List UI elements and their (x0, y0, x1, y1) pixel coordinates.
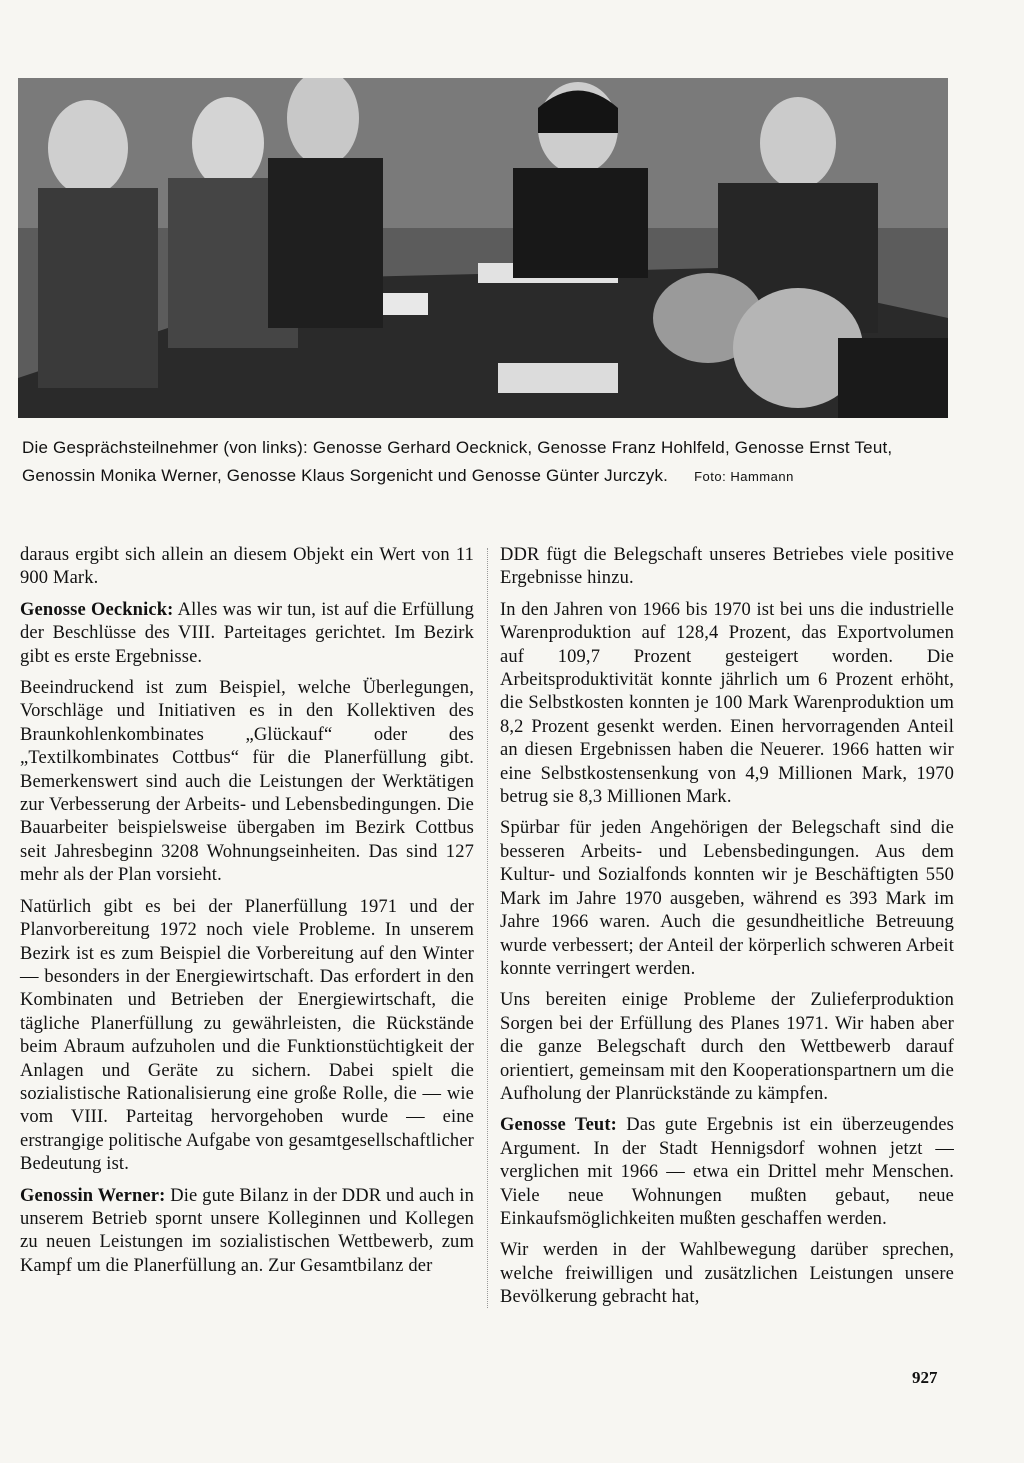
caption-text: Die Gesprächsteilnehmer (von links): Genosse Gerhard Oecknick, Genosse Franz Hohlfeld, Genosse Ernst Teut, Genossin Monika Werner, Genosse Klaus Sorgenicht und Genosse Günter Jurczyk. (22, 438, 893, 485)
paragraph (20, 599, 474, 669)
paragraph: In den Jahren von 1966 bis 1970 ist bei uns die industrielle Warenproduktion auf 128,4 Prozent, das Exportvolumen auf 109,7 Prozent gesteigert worden. Die Arbeitsproduktivität konnte jährlich um 6 Prozent erhöht, die Selbstkosten konnten je 100 Mark Warenproduktion um 8,2 Prozent gesenkt werden. Einen hervorragenden Anteil an diesen Ergebnissen haben die Neuerer. 1966 hatten wir eine Selbstkostensenkung von 4,9 Millionen Mark, 1970 betrug sie 8,3 Millionen Mark. (500, 599, 954, 808)
paragraph-text: Die gute Bilanz in der DDR und auch in unserem Betrieb spornt unsere Kolleginnen und Kollegen zu neuen Leistungen im sozialistischen Wettbewerb, zum Kampf um die Planerfüllung an. Zur Gesamtbilanz der (20, 1185, 474, 1276)
photo-credit: Foto: Hammann (694, 469, 794, 484)
paragraph: Spürbar für jeden Angehörigen der Belegschaft sind die besseren Arbeits- und Lebensbedingungen. Aus dem Kultur- und Sozialfonds konnten wir je Beschäftigten 550 Mark im Jahre 1970 ausgeben, während es 393 Mark im Jahre 1966 waren. Auch die gesundheitliche Betreuung wurde verbessert; der Anteil der körperlich schweren Arbeit konnte verringert werden. (500, 818, 954, 979)
speaker-name: Genosse Teut: (500, 1115, 617, 1136)
paragraph (20, 1185, 474, 1279)
page-number: 927 (912, 1368, 938, 1387)
column-divider (487, 548, 488, 1308)
right-column (500, 544, 954, 1318)
speaker-name: Genossin Werner: (20, 1185, 166, 1206)
group-photo-icon (18, 78, 948, 418)
paragraph: Wir werden in der Wahlbewegung darüber sprechen, welche freiwilligen und zusätzlichen Leistungen unsere Bevölkerung gebracht hat, (500, 1240, 954, 1308)
left-column (20, 544, 474, 1286)
paragraph-text: Das gute Ergebnis ist ein überzeugendes Argument. In der Stadt Hennigsdorf wohnen jetzt — verglichen mit 1966 — etwa ein Drittel mehr Menschen. Viele neue Wohnungen mußten gebaut, neue Einkaufsmöglichkeiten mußten geschaffen werden. (500, 1115, 955, 1229)
paragraph-text: Alles was wir tun, ist auf die Erfüllung der Beschlüsse des VIII. Parteitages gerichtet. Im Bezirk gibt es erste Ergebnisse. (20, 599, 474, 667)
paragraph: Natürlich gibt es bei der Planerfüllung 1971 und der Planvorbereitung 1972 noch viele Probleme. In unserem Bezirk ist es zum Beispiel die Vorbereitung auf den Winter — besonders in der Energiewirtschaft. Das erfordert in den Kombinaten und Betrieben der Energiewirtschaft, die tägliche Planerfüllung zu gewährleisten, die Rückstände beim Abraum aufzuholen und die Funktionstüchtigkeit der Anlagen und Geräte zu sichern. Dabei spielt die sozialistische Rationalisierung eine große Rolle, die — wie vom VIII. Parteitag hervorgehoben wurde — eine erstrangige politische Aufgabe von gesamtgesellschaftlicher Bedeutung ist. (20, 896, 474, 1175)
paragraph: Beeindruckend ist zum Beispiel, welche Überlegungen, Vorschläge und Initiativen es in den Kollektiven des Braunkohlenkombinates „Glückauf“ oder des „Textilkombinates Cottbus“ für die Planerfüllung gibt. Bemerkenswert sind auch die Leistungen der Werktätigen zur Verbesserung der Arbeits- und Lebensbedingungen. Die Bauarbeiter beispielsweise übergaben im Bezirk Cottbus seit Jahresbeginn 3208 Wohnungseinheiten. Das sind 127 mehr als der Plan vorsieht. (20, 678, 474, 886)
photo-caption (22, 434, 952, 491)
paragraph: daraus ergibt sich allein an diesem Objekt ein Wert von 11 900 Mark. (20, 545, 474, 589)
group-photo (18, 78, 948, 418)
paragraph: DDR fügt die Belegschaft unseres Betriebes viele positive Ergebnisse hinzu. (500, 545, 954, 589)
speaker-name: Genosse Oecknick: (20, 599, 174, 620)
paragraph: Uns bereiten einige Probleme der Zulieferproduktion Sorgen bei der Erfüllung des Planes 1971. Wir haben aber die ganze Belegschaft durch den Wettbewerb darauf orientiert, gemeinsam mit den Kooperationspartnern um die Aufholung der Planrückstände zu kämpfen. (500, 990, 954, 1104)
paragraph (500, 1114, 954, 1231)
